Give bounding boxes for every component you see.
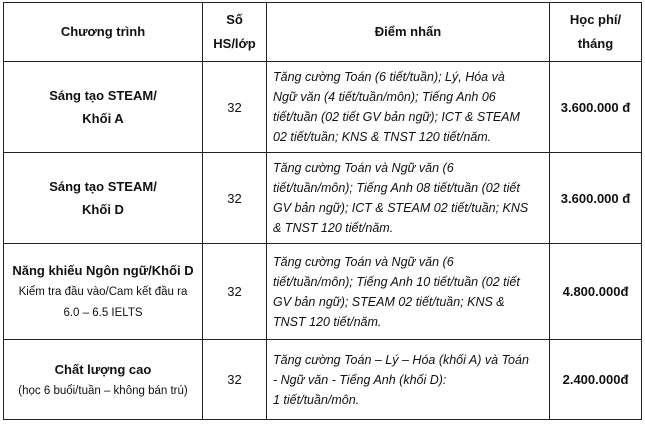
header-row xyxy=(4,3,642,62)
program-cell xyxy=(4,244,203,340)
header-students: Số HS/lớp xyxy=(203,3,267,62)
highlights-cell: Tăng cường Toán và Ngữ văn (6 tiết/tuần/môn); Tiếng Anh 08 tiết/tuần (02 tiết GV bản ngữ); ICT & STEAM 02 tiết/tuần; KNS & TNST 120 tiết/năm. xyxy=(267,153,550,244)
table-row xyxy=(4,62,642,153)
fee-cell: 3.600.000 đ xyxy=(550,153,642,244)
highlights-cell: Tăng cường Toán (6 tiết/tuần); Lý, Hóa và Ngữ văn (4 tiết/tuần/môn); Tiếng Anh 06 tiết/tuần (02 tiết GV bản ngữ); ICT & STEAM 02 tiết/tuần; KNS & TNST 120 tiết/năm. xyxy=(267,62,550,153)
program-title: Sáng tạo STEAM/ xyxy=(49,179,157,194)
fee-cell: 2.400.000đ xyxy=(550,340,642,420)
fee-cell: 3.600.000 đ xyxy=(550,62,642,153)
students-cell: 32 xyxy=(203,340,267,420)
fee-cell: 4.800.000đ xyxy=(550,244,642,340)
program-subtitle: 6.0 – 6.5 IELTS xyxy=(63,307,143,319)
header-fee: Học phí/ tháng xyxy=(550,3,642,62)
program-title: Sáng tạo STEAM/ xyxy=(49,88,157,103)
highlights-cell: Tăng cường Toán – Lý – Hóa (khối A) và Toán - Ngữ văn - Tiếng Anh (khối D): 1 tiết/tuần/môn. xyxy=(267,340,550,420)
header-program: Chương trình xyxy=(4,3,203,62)
program-cell xyxy=(4,62,203,153)
program-cell xyxy=(4,153,203,244)
table-row xyxy=(4,153,642,244)
program-title: Chất lượng cao xyxy=(54,361,152,377)
students-cell: 32 xyxy=(203,244,267,340)
students-cell: 32 xyxy=(203,62,267,153)
tuition-table xyxy=(3,2,642,420)
header-highlights: Điểm nhấn xyxy=(267,3,550,62)
program-subtitle: Kiểm tra đầu vào/Cam kết đầu ra xyxy=(18,286,188,298)
highlights-cell: Tăng cường Toán và Ngữ văn (6 tiết/tuần/môn); Tiếng Anh 10 tiết/tuần (02 tiết GV bản ngữ); STEAM 02 tiết/tuần; KNS & TNST 120 tiết/năm. xyxy=(267,244,550,340)
program-cell xyxy=(4,340,203,420)
students-cell: 32 xyxy=(203,153,267,244)
program-title: Khối D xyxy=(82,202,124,217)
table-row xyxy=(4,244,642,340)
program-title: Năng khiếu Ngôn ngữ/Khối D xyxy=(12,263,194,278)
program-subtitle: (học 6 buổi/tuần – không bán trú) xyxy=(18,384,188,397)
table-row xyxy=(4,340,642,420)
program-title: Khối A xyxy=(82,111,124,126)
